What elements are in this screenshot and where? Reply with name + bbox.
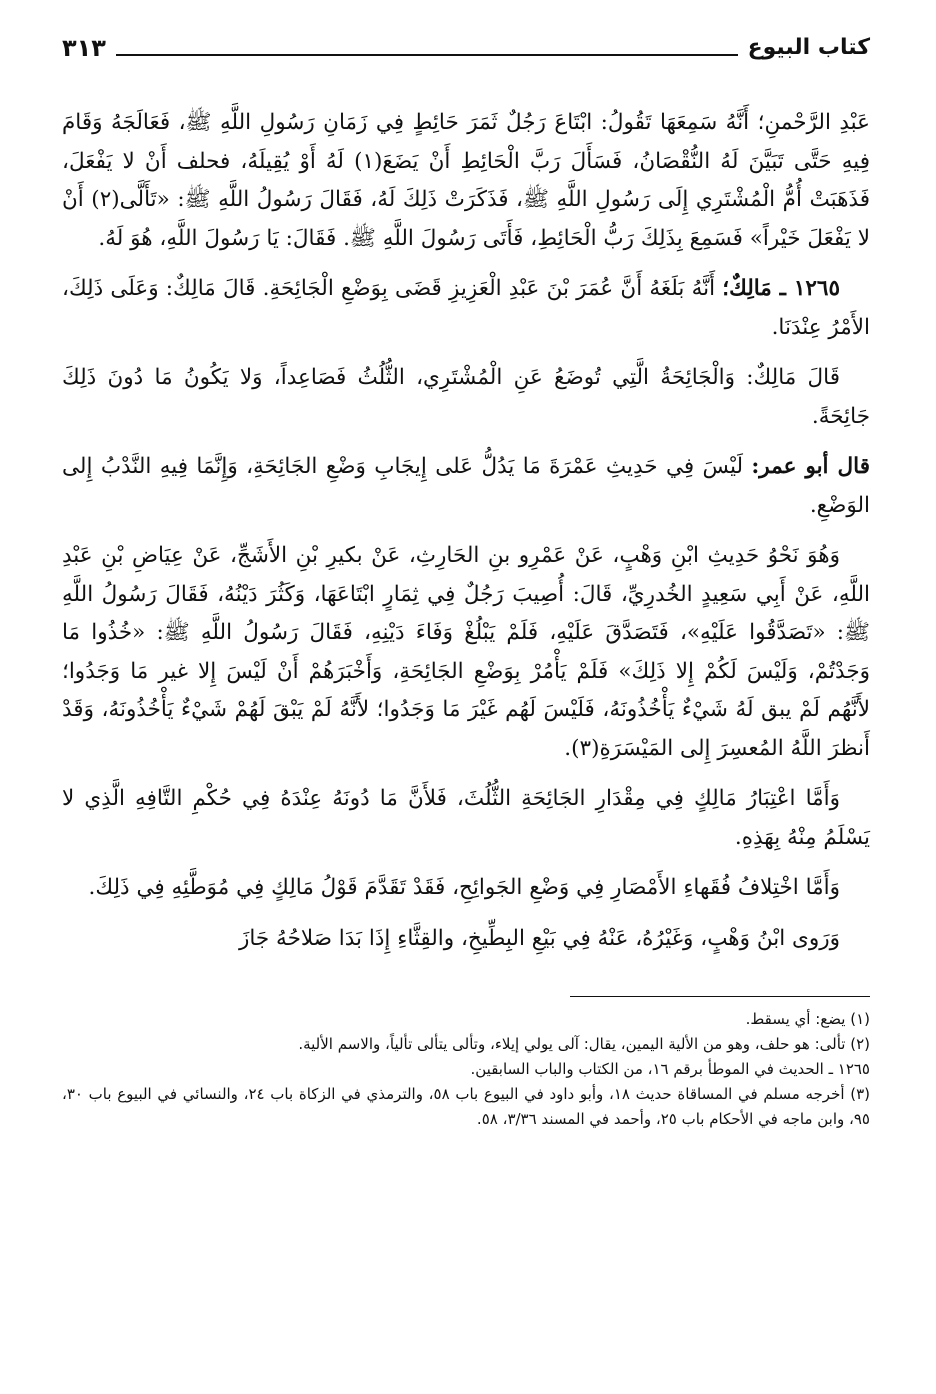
book-page xyxy=(62,22,870,1372)
page-number: ٣١٣ xyxy=(62,34,106,62)
paragraph-text: وَهُوَ نَحْوُ حَدِيثِ ابْنِ وَهْبٍ، عَنْ عَمْرِو بنِ الحَارِثِ، عَنْ بكيرِ بْنِ الأَشَجِّ، عَنْ عِيَاضِ بْنِ عَبْدِ اللَّهِ، عَنْ أَبِي سَعِيدٍ الخُدرِيِّ، قَالَ: أُصِيبَ رَجُلٌ فِي ثِمَارٍ ابْتَاعَهَا، وَكَثُرَ دَيْنُهُ، فَقَالَ رَسُولُ اللَّهِ ﷺ: «تَصَدَّقُوا عَلَيْهِ»، فَتَصَدَّقَ عَلَيْهِ، فَلَمْ يَبْلُغْ وَفَاءَ دَيْنِهِ، فَقَالَ رَسُولُ اللَّهِ ﷺ: «خُذُوا مَا وَجَدْتُمْ، وَلَيْسَ لَكُمْ إِلا ذَلِكَ» فَلَمْ يَأْمُرْ بِوَضْعِ الجَائِحَةِ، وَأَخْبَرَهُمْ أَنْ لَيْسَ إِلا غير مَا وَجَدُوا؛ لأَنَّهُم لَمْ يبق لَهُ شَيْءٌ يَأْخُذُونَهُ، فَلَيْسَ لَهُم غَيْرَ مَا وَجَدُوا؛ لأَنَّهُ لَمْ يَبْقَ لَهُمْ شَيْءٌ يَأْخُذُونَهُ، وَقَدْ أَنظرَ اللَّهُ المُعسِرَ إِلى المَيْسَرَةِ(٣). xyxy=(62,543,870,761)
footnote: ١٢٦٥ ـ الحديث في الموطأ برقم ١٦، من الكتاب والباب السابقين. xyxy=(470,1060,870,1078)
paragraph xyxy=(62,780,870,857)
footnote-separator-wrap xyxy=(62,970,870,1007)
paragraph xyxy=(62,104,870,258)
paragraph-text: لَيْسَ فِي حَدِيثِ عَمْرَةَ مَا يَدُلُّ عَلى إِيجَابِ وَضْعِ الجَائِحَةِ، وَإِنَّمَا فِيهِ النَّدْبُ إِلى الوَضْعِ. xyxy=(62,454,870,518)
paragraph xyxy=(62,920,870,959)
paragraph xyxy=(62,869,870,908)
paragraph-abu-umar xyxy=(62,448,870,525)
footnote: (١) يضع: أي يسقط. xyxy=(745,1010,870,1028)
hadith-number-lead: ١٢٦٥ ـ مَالِكٌ؛ xyxy=(722,276,841,301)
footnote-separator xyxy=(570,996,870,997)
paragraph xyxy=(62,359,870,436)
running-title: كتاب البيوع xyxy=(747,35,870,60)
paragraph-text: عَبْدِ الرَّحْمنِ؛ أَنَّهُ سَمِعَهَا تَقُولُ: ابْتَاعَ رَجُلٌ ثَمَرَ حَائِطٍ فِي زَمَانِ رَسُولِ اللَّهِ ﷺ، فَعَالَجَهُ وَقَامَ فِيهِ حَتَّى تَبَيَّنَ لَهُ النُّقْصَانُ، فَسَأَلَ رَبَّ الْحَائِطِ أَنْ يَضَعَ(١) لَهُ أَوْ يُقِيلَهُ، فحلف أَنْ لا يَفْعَلَ، فَذَهَبَتْ أُمُّ الْمُشْتَرِي إِلَى رَسُولِ اللَّهِ ﷺ، فَذَكَرَتْ ذَلِكَ لَهُ، فَقَالَ رَسُولُ اللَّهِ ﷺ: «تَأَلَّى(٢) أَنْ لا يَفْعَلَ خَيْراً» فَسَمِعَ بِذَلِكَ رَبُّ الْحَائِطِ، فَأَتَى رَسُولَ اللَّهِ ﷺ. فَقَالَ: يَا رَسُولَ اللَّهِ، هُوَ لَهُ. xyxy=(62,110,870,251)
header-rule xyxy=(116,54,738,56)
footnote: (٢) تألى: هو حلف، وهو من الألية اليمين، يقال: آلى يولي إيلاء، وتألى يتألى تألياً، والاسم الألية. xyxy=(298,1035,870,1053)
paragraph-text: وَأَمَّا اعْتِبَارُ مَالِكٍ فِي مِقْدَارِ الجَائِحَةِ الثُّلُثَ، فَلأَنَّ مَا دُونَهُ عِنْدَهُ فِي حُكْمِ التَّافِهِ الَّذِي لا يَسْلَمُ مِنْهُ بِهَذِهِ. xyxy=(62,786,870,850)
paragraph-text: أَنَّهُ بَلَغَهُ أَنَّ عُمَرَ بْنَ عَبْدِ الْعَزِيزِ قَضَى بِوَضْعِ الْجَائِحَةِ. قَالَ مَالِكٌ: وَعَلَى ذَلِكَ، الأَمْرُ عِنْدَنَا. xyxy=(62,276,870,340)
footnotes xyxy=(62,1007,870,1132)
page-header xyxy=(62,22,870,66)
paragraph-text: وَرَوى ابْنُ وَهْبٍ، وَغَيْرُهُ، عَنْهُ فِي بَيْعِ البِطِّيخِ، والقِثَّاءِ إِذَا بَدَا صَلاحُهُ جَازَ xyxy=(239,925,840,951)
speaker-lead: قال أبو عمر: xyxy=(751,454,870,479)
main-text xyxy=(62,104,870,958)
paragraph-text: قَالَ مَالِكٌ: وَالْجَائِحَةُ الَّتِي تُوضَعُ عَنِ الْمُشْتَرِي، الثُّلُثُ فَصَاعِداً، وَلا يَكُونُ مَا دُونَ ذَلِكَ جَائِحَةً. xyxy=(62,365,870,429)
paragraph-text: وَأَمَّا اخْتِلافُ فُقَهاءِ الأَمْصَارِ فِي وَضْعِ الجَوائِحِ، فَقَدْ تَقَدَّمَ قَوْلُ مَالِكٍ فِي مُوَطَّئِهِ فِي ذَلِكَ. xyxy=(88,875,840,900)
footnote: (٣) أخرجه مسلم في المساقاة حديث ١٨، وأبو داود في البيوع باب ٥٨، والترمذي في الزكاة باب ٢٤، والنسائي في البيوع باب ٣٠، ٩٥، وابن ماجه في الأحكام باب ٢٥، وأحمد في المسند ٣/٣٦، ٥٨. xyxy=(62,1085,870,1128)
paragraph-hadith-1265 xyxy=(62,270,870,347)
paragraph xyxy=(62,537,870,768)
